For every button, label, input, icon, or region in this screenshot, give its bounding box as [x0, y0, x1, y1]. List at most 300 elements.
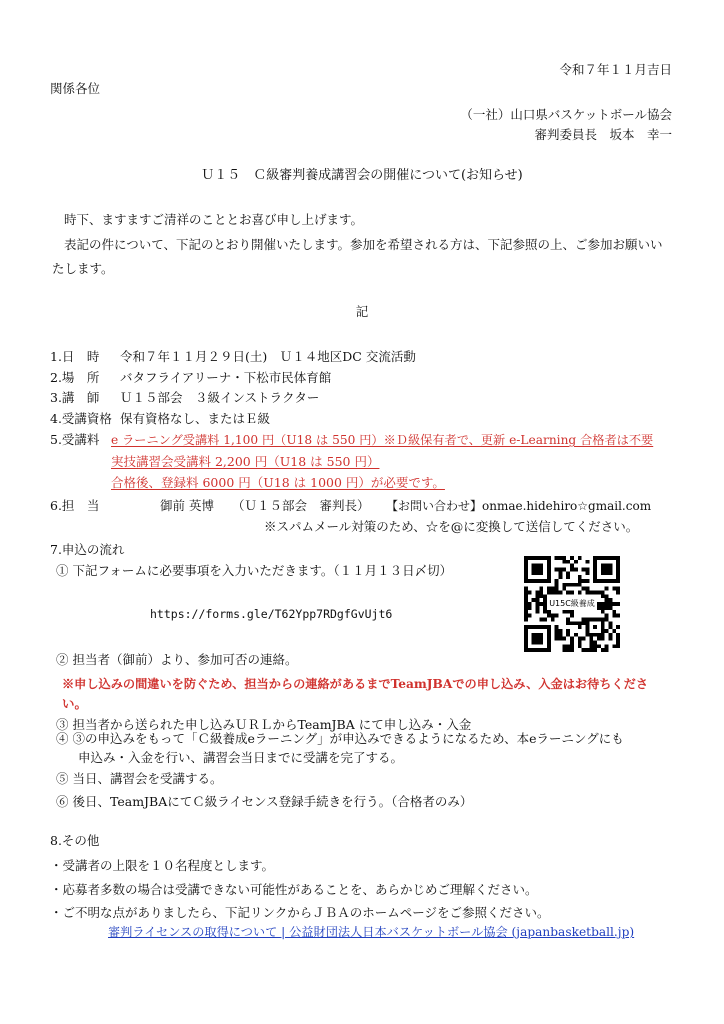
qr-module	[524, 556, 528, 560]
qr-module	[532, 648, 536, 652]
qr-module	[593, 640, 597, 644]
contact-role: （Ｕ１５部会 審判長）	[232, 498, 370, 513]
qr-module	[536, 637, 540, 641]
qr-module	[566, 610, 570, 614]
qr-module	[585, 571, 589, 575]
qr-module	[616, 591, 620, 595]
qr-module	[536, 640, 540, 644]
qr-module	[524, 568, 528, 572]
qr-module	[566, 648, 570, 652]
qr-module	[578, 637, 582, 641]
qr-module	[601, 617, 605, 621]
document-title: Ｕ１５ Ｃ級審判養成講習会の開催について(お知らせ)	[201, 168, 523, 183]
qr-module	[578, 621, 582, 625]
qr-module	[608, 579, 612, 583]
qr-module	[570, 621, 574, 625]
qr-module	[608, 621, 612, 625]
qr-module	[593, 625, 597, 629]
qualification-label: 4.受講資格	[50, 411, 112, 426]
intro-line-1: 時下、ますますご清祥のこととお喜び申し上げます。	[64, 212, 364, 227]
qr-module	[559, 591, 563, 595]
qr-module	[601, 610, 605, 614]
qr-module	[593, 617, 597, 621]
qr-module	[578, 640, 582, 644]
qr-module	[570, 648, 574, 652]
qr-module	[601, 556, 605, 560]
qr-module	[616, 568, 620, 572]
qr-module	[566, 575, 570, 579]
qr-module	[585, 648, 589, 652]
qr-module	[566, 644, 570, 648]
qr-module	[532, 637, 536, 641]
qr-module	[555, 629, 559, 633]
qr-module	[543, 610, 547, 614]
qr-module	[562, 568, 566, 572]
fee-line-registration: 合格後、登録料 6000 円（U18 は 1000 円）が必要です。	[111, 475, 445, 490]
qr-module	[612, 587, 616, 591]
qr-module	[612, 614, 616, 618]
qr-module	[570, 640, 574, 644]
qr-module	[532, 598, 536, 602]
qr-module	[543, 579, 547, 583]
qr-module	[547, 625, 551, 629]
qr-module	[616, 644, 620, 648]
qr-module	[532, 556, 536, 560]
qr-module	[608, 571, 612, 575]
qr-module	[524, 617, 528, 621]
qr-module	[532, 568, 536, 572]
qr-module	[555, 579, 559, 583]
qr-module	[574, 621, 578, 625]
qr-module	[532, 564, 536, 568]
qr-module	[524, 598, 528, 602]
qr-module	[539, 587, 543, 591]
qr-module	[547, 637, 551, 641]
qr-module	[547, 610, 551, 614]
qr-module	[570, 583, 574, 587]
qr-module	[570, 610, 574, 614]
qr-module	[559, 633, 563, 637]
qr-module	[547, 564, 551, 568]
qr-module	[593, 556, 597, 560]
qr-module	[547, 591, 551, 595]
qr-module	[605, 629, 609, 633]
qr-module	[582, 579, 586, 583]
qr-module	[528, 614, 532, 618]
qr-module	[589, 648, 593, 652]
qr-module	[578, 575, 582, 579]
qr-module	[570, 568, 574, 572]
issue-date: 令和７年１１月吉日	[559, 62, 672, 77]
qr-module	[566, 633, 570, 637]
qr-module	[589, 633, 593, 637]
qr-module	[536, 556, 540, 560]
qr-module	[582, 648, 586, 652]
qr-module	[524, 602, 528, 606]
qr-module	[601, 571, 605, 575]
qr-module	[616, 637, 620, 641]
qr-module	[559, 571, 563, 575]
qr-module	[547, 579, 551, 583]
qr-module	[566, 629, 570, 633]
qr-module	[524, 629, 528, 633]
qr-module	[539, 594, 543, 598]
qr-module	[555, 614, 559, 618]
qr-module	[578, 625, 582, 629]
qr-module	[539, 564, 543, 568]
qr-module	[585, 568, 589, 572]
qr-module	[562, 610, 566, 614]
qr-module	[559, 568, 563, 572]
qr-module	[570, 564, 574, 568]
qr-module	[532, 571, 536, 575]
qr-module	[612, 610, 616, 614]
qr-module	[559, 575, 563, 579]
qr-module	[539, 571, 543, 575]
qr-module	[601, 629, 605, 633]
qr-module	[616, 640, 620, 644]
qr-module	[589, 644, 593, 648]
qr-module	[608, 637, 612, 641]
qr-module	[616, 556, 620, 560]
date-label: 1.日 時	[50, 349, 100, 364]
qr-module	[555, 591, 559, 595]
qr-module	[524, 587, 528, 591]
qr-module	[524, 606, 528, 610]
ki-heading: 記	[355, 304, 369, 319]
qr-module	[539, 602, 543, 606]
recipient: 関係各位	[50, 81, 101, 96]
qr-module	[616, 560, 620, 564]
qr-module	[578, 556, 582, 560]
qr-module	[524, 625, 528, 629]
qualification-value: 保有資格なし、またはＥ級	[120, 411, 271, 426]
place-label: 2.場 所	[50, 370, 100, 385]
qr-module	[528, 556, 532, 560]
flow-heading: 7.申込の流れ	[50, 542, 125, 557]
qr-module	[536, 564, 540, 568]
qr-module	[589, 591, 593, 595]
qr-module	[528, 606, 532, 610]
flow-warning-line-1: ※申し込みの間違いを防ぐため、担当からの連絡があるまでTeamJBAでの申し込み、入金はお待ちくださ	[62, 677, 649, 691]
qr-module	[543, 598, 547, 602]
qr-module	[547, 571, 551, 575]
qr-module	[574, 583, 578, 587]
qr-module	[585, 591, 589, 595]
intro-line-3: たします。	[52, 261, 114, 276]
contact-name: 御前 英博	[160, 498, 214, 513]
qr-module	[597, 633, 601, 637]
qr-module	[536, 594, 540, 598]
qr-module	[616, 633, 620, 637]
qr-module	[597, 579, 601, 583]
qr-module	[616, 614, 620, 618]
flow-warning-line-2: い。	[62, 696, 88, 711]
qr-module	[536, 568, 540, 572]
qr-module	[551, 614, 555, 618]
qr-module	[566, 617, 570, 621]
sender-person: 審判委員長 坂本 幸一	[534, 127, 672, 142]
qr-module	[539, 633, 543, 637]
qr-module	[524, 644, 528, 648]
qr-module	[593, 644, 597, 648]
qr-module	[616, 602, 620, 606]
qr-module	[543, 602, 547, 606]
qr-module	[539, 579, 543, 583]
qr-module	[593, 560, 597, 564]
qr-module	[536, 633, 540, 637]
qr-module	[524, 591, 528, 595]
qr-module	[585, 617, 589, 621]
qr-module	[582, 587, 586, 591]
qr-module	[585, 587, 589, 591]
qr-module	[585, 621, 589, 625]
qr-module	[601, 591, 605, 595]
qr-module	[543, 617, 547, 621]
fee-label: 5.受講料	[50, 432, 100, 447]
contact-label: 6.担 当	[50, 498, 100, 513]
other-bullet-2: ・応募者多数の場合は受講できない可能性があることを、あらかじめご理解ください。	[50, 882, 538, 897]
qr-module	[539, 637, 543, 641]
qr-module	[562, 556, 566, 560]
qr-module	[555, 568, 559, 572]
qr-module	[524, 575, 528, 579]
qr-module	[524, 614, 528, 618]
qr-module	[601, 637, 605, 641]
qr-module	[524, 579, 528, 583]
qr-module	[570, 637, 574, 641]
qr-module	[593, 648, 597, 652]
qr-module	[585, 633, 589, 637]
qr-module	[524, 571, 528, 575]
qr-module	[605, 579, 609, 583]
qr-module	[543, 648, 547, 652]
flow-step-3: ③ 担当者から送られた申し込みＵＲＬからTeamJBA にて申し込み・入金	[56, 717, 472, 732]
qr-module	[532, 640, 536, 644]
qr-module	[578, 583, 582, 587]
qr-module	[601, 606, 605, 610]
contact-inquiry: 【お問い合わせ】onmae.hidehiro☆gmail.com	[386, 499, 652, 513]
place-value: バタフライアリーナ・下松市民体育館	[120, 370, 332, 385]
lecturer-label: 3.講 師	[50, 390, 100, 405]
qr-module	[566, 560, 570, 564]
qr-module	[543, 556, 547, 560]
qr-module	[593, 568, 597, 572]
qr-module	[532, 625, 536, 629]
qr-module	[574, 633, 578, 637]
qr-module	[536, 602, 540, 606]
qr-module	[570, 644, 574, 648]
qr-module	[578, 579, 582, 583]
qr-module	[536, 610, 540, 614]
qr-module	[551, 591, 555, 595]
qr-module	[536, 606, 540, 610]
qr-module	[559, 629, 563, 633]
qr-module	[536, 591, 540, 595]
qr-module	[536, 598, 540, 602]
qr-module	[616, 575, 620, 579]
qr-module	[593, 579, 597, 583]
qr-module	[616, 579, 620, 583]
qr-module	[597, 606, 601, 610]
qr-module	[543, 606, 547, 610]
qr-module	[597, 556, 601, 560]
qr-module	[605, 594, 609, 598]
qr-module	[528, 579, 532, 583]
qr-module	[570, 591, 574, 595]
flow-step-5: ⑤ 当日、講習会を受講する。	[56, 771, 223, 786]
qr-module	[601, 602, 605, 606]
qr-module	[605, 571, 609, 575]
qr-module	[616, 587, 620, 591]
qr-module	[547, 575, 551, 579]
qr-module	[555, 587, 559, 591]
qr-module	[547, 614, 551, 618]
qr-module	[601, 625, 605, 629]
flow-step-4a: ④ ③の申込みをもって「Ｃ級養成eラーニング」が申込みできるようになるため、本eラーニングにも	[56, 731, 624, 746]
qr-module	[559, 556, 563, 560]
qr-module	[605, 606, 609, 610]
qr-module	[532, 579, 536, 583]
qr-module	[528, 591, 532, 595]
qr-module	[524, 594, 528, 598]
qr-module	[562, 583, 566, 587]
qr-module	[593, 591, 597, 595]
qr-module	[612, 629, 616, 633]
qr-module	[608, 625, 612, 629]
qr-module	[551, 587, 555, 591]
qr-module	[559, 637, 563, 641]
qr-module	[551, 617, 555, 621]
qr-module	[605, 617, 609, 621]
qr-module	[547, 568, 551, 572]
qr-module	[539, 556, 543, 560]
qr-module	[547, 648, 551, 652]
qr-module	[524, 637, 528, 641]
qr-module	[608, 556, 612, 560]
qr-module	[524, 560, 528, 564]
qr-module	[608, 564, 612, 568]
qr-module	[605, 602, 609, 606]
qr-module	[539, 625, 543, 629]
fee-line-practical: 実技講習会受講料 2,200 円（U18 は 550 円）	[111, 454, 380, 469]
qr-module	[582, 621, 586, 625]
qr-module	[589, 637, 593, 641]
qr-module	[524, 610, 528, 614]
qr-module	[593, 571, 597, 575]
qr-module	[536, 625, 540, 629]
flow-step-2: ② 担当者（御前）より、参加可否の連絡。	[56, 652, 298, 667]
fee-line-elearning: e ラーニング受講料 1,100 円（U18 は 550 円）※Ｄ級保有者で、更新 e-Learning 合格者は不要	[111, 433, 654, 447]
qr-module	[539, 648, 543, 652]
date-value: 令和７年１１月２９日(土) Ｕ１４地区DC 交流活動	[120, 349, 416, 364]
qr-module	[532, 633, 536, 637]
qr-module	[597, 591, 601, 595]
qr-module	[589, 640, 593, 644]
flow-step-1: ① 下記フォームに必要事項を入力いただきます。（１１月１３日〆切）	[56, 563, 453, 578]
qr-module	[601, 594, 605, 598]
qr-module	[612, 602, 616, 606]
qr-module	[616, 564, 620, 568]
qr-module	[539, 617, 543, 621]
qr-module	[543, 625, 547, 629]
qr-module	[555, 633, 559, 637]
flow-step-6: ⑥ 後日、TeamJBAにてＣ級ライセンス登録手続きを行う。（合格者のみ）	[56, 794, 473, 809]
qr-module	[612, 556, 616, 560]
qr-module	[585, 625, 589, 629]
qr-module	[593, 633, 597, 637]
jba-license-link[interactable]: 審判ライセンスの取得について | 公益財団法人日本バスケットボール協会 (japanbasketball.jp)	[108, 925, 635, 939]
qr-module	[547, 556, 551, 560]
qr-module	[566, 591, 570, 595]
qr-module	[605, 598, 609, 602]
qr-module	[547, 633, 551, 637]
qr-module	[547, 587, 551, 591]
qr-module	[562, 560, 566, 564]
qr-module	[616, 625, 620, 629]
qr-module	[524, 564, 528, 568]
qr-module	[612, 644, 616, 648]
qr-module	[605, 564, 609, 568]
qr-module	[566, 571, 570, 575]
qr-module	[605, 644, 609, 648]
qr-module	[585, 629, 589, 633]
qr-module	[585, 579, 589, 583]
form-url[interactable]: https://forms.gle/T62Ypp7RDgfGvUjt6	[150, 607, 393, 621]
qr-module	[616, 571, 620, 575]
qr-module	[612, 579, 616, 583]
qr-module	[597, 617, 601, 621]
qr-module	[547, 644, 551, 648]
qr-module	[593, 564, 597, 568]
qr-module	[608, 633, 612, 637]
qr-module	[536, 579, 540, 583]
qr-module	[608, 602, 612, 606]
qr-module	[597, 644, 601, 648]
qr-module	[562, 644, 566, 648]
qr-module	[547, 629, 551, 633]
other-heading: 8.その他	[50, 833, 100, 848]
qr-module	[524, 640, 528, 644]
qr-module	[601, 568, 605, 572]
qr-module	[608, 606, 612, 610]
qr-module	[589, 617, 593, 621]
qr-module	[574, 560, 578, 564]
qr-module	[605, 587, 609, 591]
qr-module	[605, 614, 609, 618]
qr-module	[601, 648, 605, 652]
qr-module	[593, 575, 597, 579]
qr-module	[524, 633, 528, 637]
qr-module	[570, 614, 574, 618]
qr-module	[539, 568, 543, 572]
qr-module	[582, 568, 586, 572]
qr-module	[539, 640, 543, 644]
qr-module	[605, 556, 609, 560]
lecturer-value: Ｕ１５部会 ３級インストラクター	[120, 390, 320, 405]
qr-module	[562, 637, 566, 641]
qr-module	[582, 617, 586, 621]
qr-module	[605, 568, 609, 572]
qr-module	[528, 625, 532, 629]
contact-note: ※スパムメール対策のため、☆を@に変換して送信してください。	[264, 519, 639, 534]
intro-line-2: 表記の件について、下記のとおり開催いたします。参加を希望される方は、下記参照の上、ご参加お願いい	[64, 237, 663, 252]
qr-module	[597, 602, 601, 606]
qr-module	[562, 587, 566, 591]
qr-module	[570, 556, 574, 560]
qr-module	[539, 591, 543, 595]
qr-module	[543, 594, 547, 598]
